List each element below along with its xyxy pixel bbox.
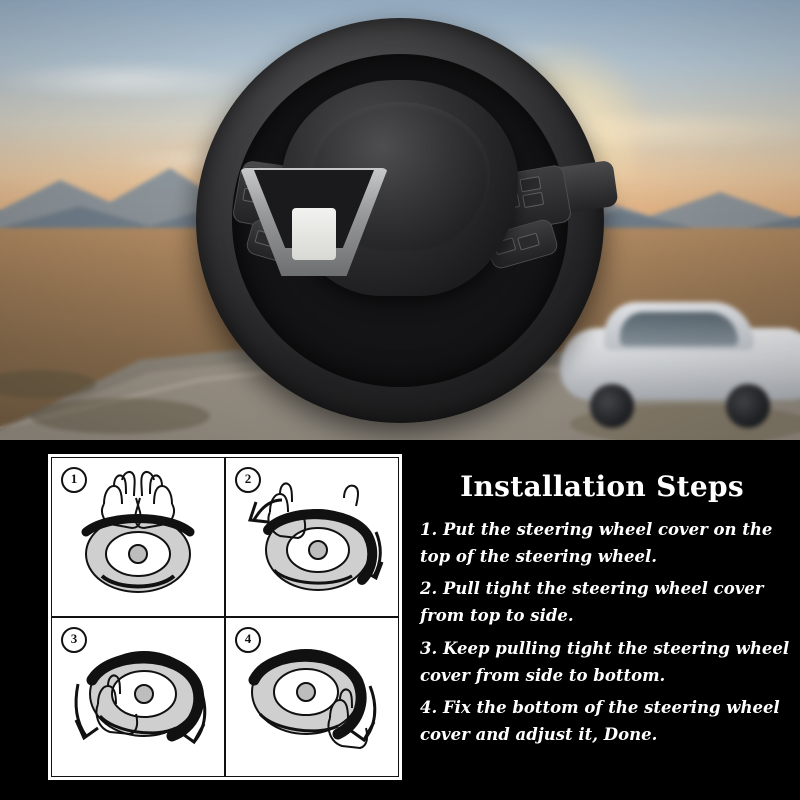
- step-number-badge: 2: [235, 467, 261, 493]
- step-cell-1: [51, 457, 225, 617]
- button-dist-icon: [517, 233, 540, 251]
- installation-section: [0, 440, 800, 800]
- step-cell-4: [225, 617, 399, 777]
- step-number-badge: 4: [235, 627, 261, 653]
- car-rear-wheel: [726, 384, 770, 428]
- step-cell-3: [51, 617, 225, 777]
- instructions-list: [412, 517, 792, 749]
- step-number-badge: 1: [61, 467, 87, 493]
- instruction-item-4: 4. Fix the bottom of the steering wheel cover and adjust it, Done.: [420, 698, 780, 745]
- steering-wheel: [196, 18, 604, 423]
- instruction-item-2: 2. Pull tight the steering wheel cover from top to side.: [420, 579, 764, 626]
- step-number-badge: 3: [61, 627, 87, 653]
- instructions-title: Installation Steps: [460, 470, 744, 503]
- instruction-item-1: 1. Put the steering wheel cover on the top of the steering wheel.: [420, 520, 773, 566]
- button-lane-icon: [522, 192, 544, 208]
- steps-illustration-panel: [48, 454, 402, 780]
- button-set-icon: [519, 176, 541, 192]
- instructions-block: [412, 456, 792, 776]
- emblem-plate: [292, 208, 336, 260]
- instruction-item-3: 3. Keep pulling tight the steering wheel cover from side to bottom.: [420, 638, 790, 685]
- car-window: [620, 312, 738, 346]
- step-cell-2: [225, 457, 399, 617]
